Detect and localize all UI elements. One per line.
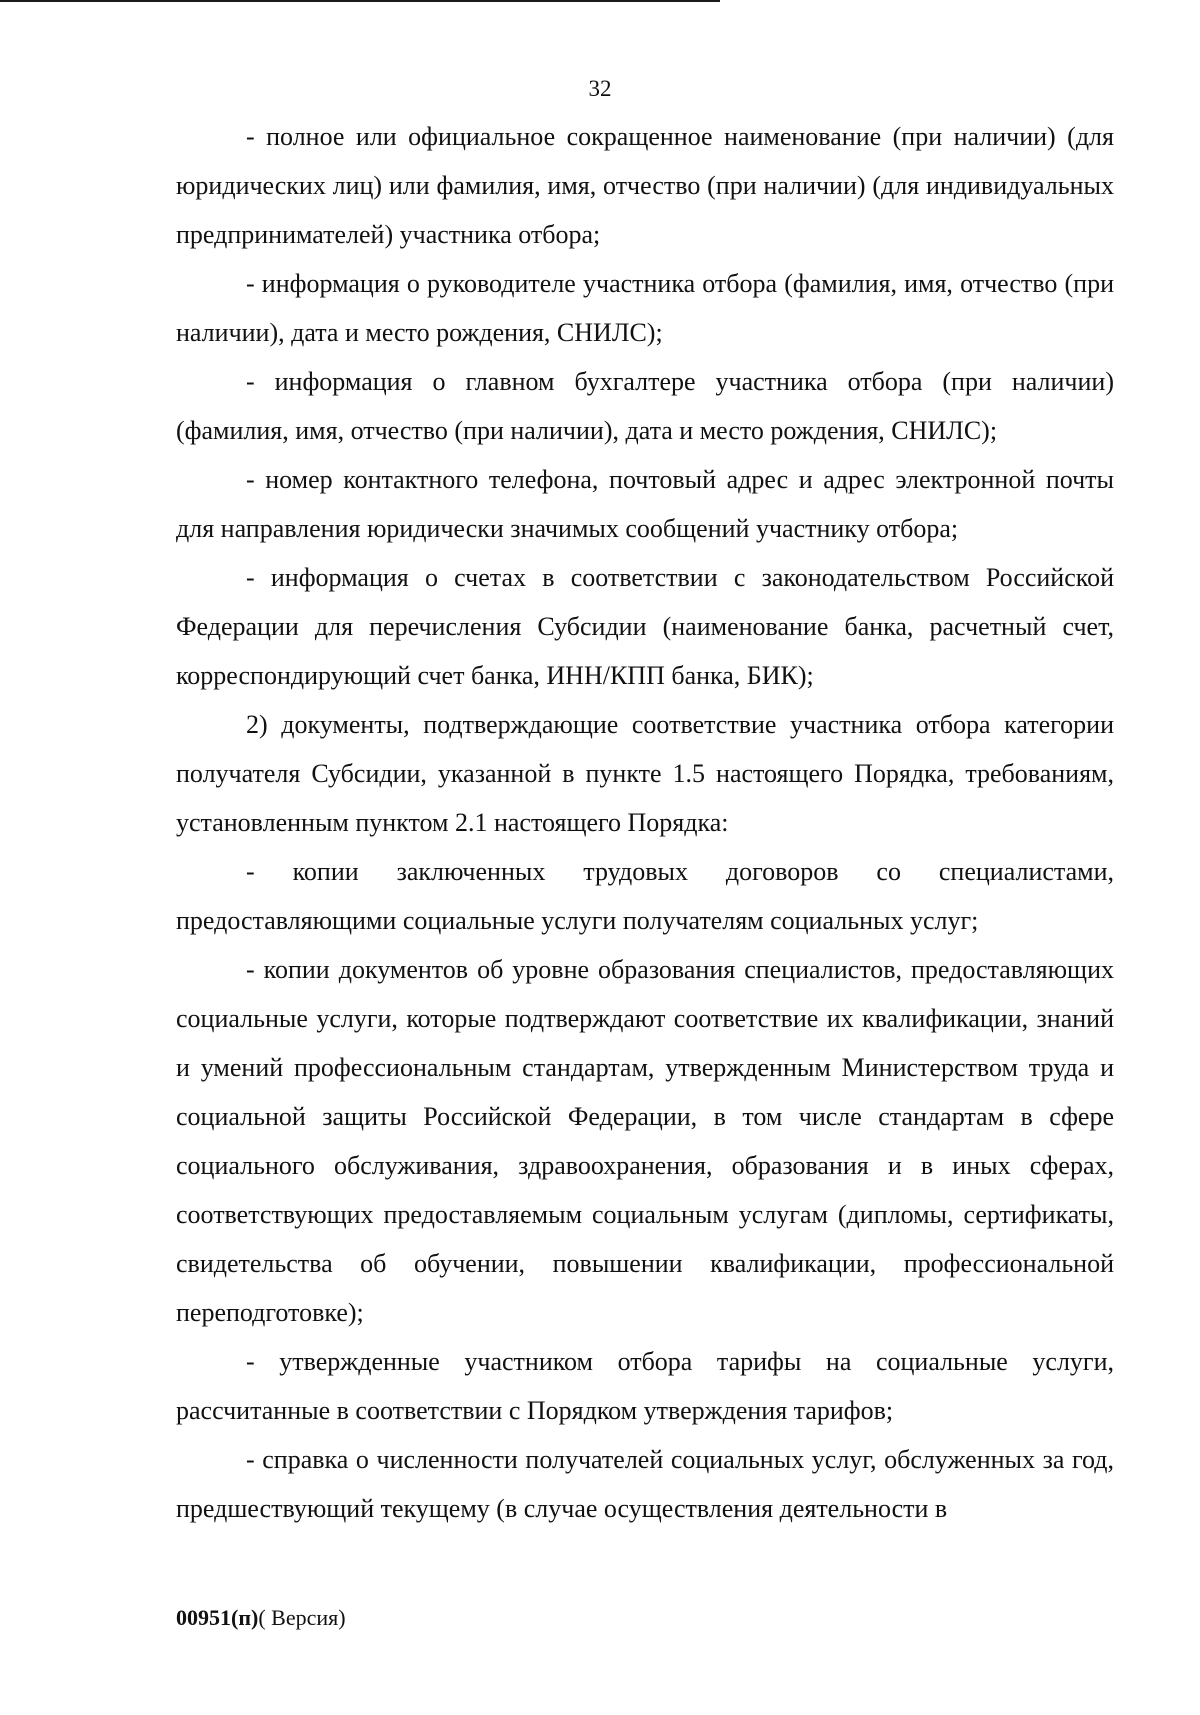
document-version: ( Версия) [258,1605,346,1630]
paragraph-10: - справка о численности получателей социальных услуг, обслуженных за год, предшествующий текущему (в случае осуществления деятельности в [176,1445,1114,1523]
paragraph-7: - копии заключенных трудовых договоров со специалистами, предоставляющими социальные услуги получателям социальных услуг; [176,857,1114,935]
paragraph-3: - информация о главном бухгалтере участника отбора (при наличии) (фамилия, имя, отчество (при наличии), дата и место рождения, СНИЛС); [176,367,1114,445]
paragraph-5: - информация о счетах в соответствии с законодательством Российской Федерации для перечисления Субсидии (наименование банка, расчетный счет, корреспондирующий счет банка, ИНН/КПП банка, БИК); [176,563,1114,690]
paragraph-9: - утвержденные участником отбора тарифы на социальные услуги, рассчитанные в соответствии с Порядком утверждения тарифов; [176,1347,1114,1425]
top-border-line [0,0,720,2]
paragraph-2: - информация о руководителе участника отбора (фамилия, имя, отчество (при наличии), дата и место рождения, СНИЛС); [176,269,1114,347]
document-body [176,112,1114,1533]
paragraph-1: - полное или официальное сокращенное наименование (при наличии) (для юридических лиц) или фамилия, имя, отчество (при наличии) (для индивидуальных предпринимателей) участника отбора; [176,122,1114,249]
paragraph-4: - номер контактного телефона, почтовый адрес и адрес электронной почты для направления юридически значимых сообщений участнику отбора; [176,465,1114,543]
document-footer [176,1605,346,1631]
paragraph-8: - копии документов об уровне образования специалистов, предоставляющих социальные услуги, которые подтверждают соответствие их квалификации, знаний и умений профессиональным стандартам, утвержденным Министерством труда и социальной защиты Российской Федерации, в том числе стандартам в сфере социального обслуживания, здравоохранения, образования и в иных сферах, соответствующих предоставляемым социальным услугам (дипломы, сертификаты, свидетельства об обучении, повышении квалификации, профессиональной переподготовке); [176,955,1114,1327]
paragraph-6: 2) документы, подтверждающие соответствие участника отбора категории получателя Субсидии, указанной в пункте 1.5 настоящего Порядка, требованиям, установленным пунктом 2.1 настоящего Порядка: [176,710,1114,837]
page-number: 32 [588,76,612,101]
document-code: 00951(п) [176,1605,259,1630]
